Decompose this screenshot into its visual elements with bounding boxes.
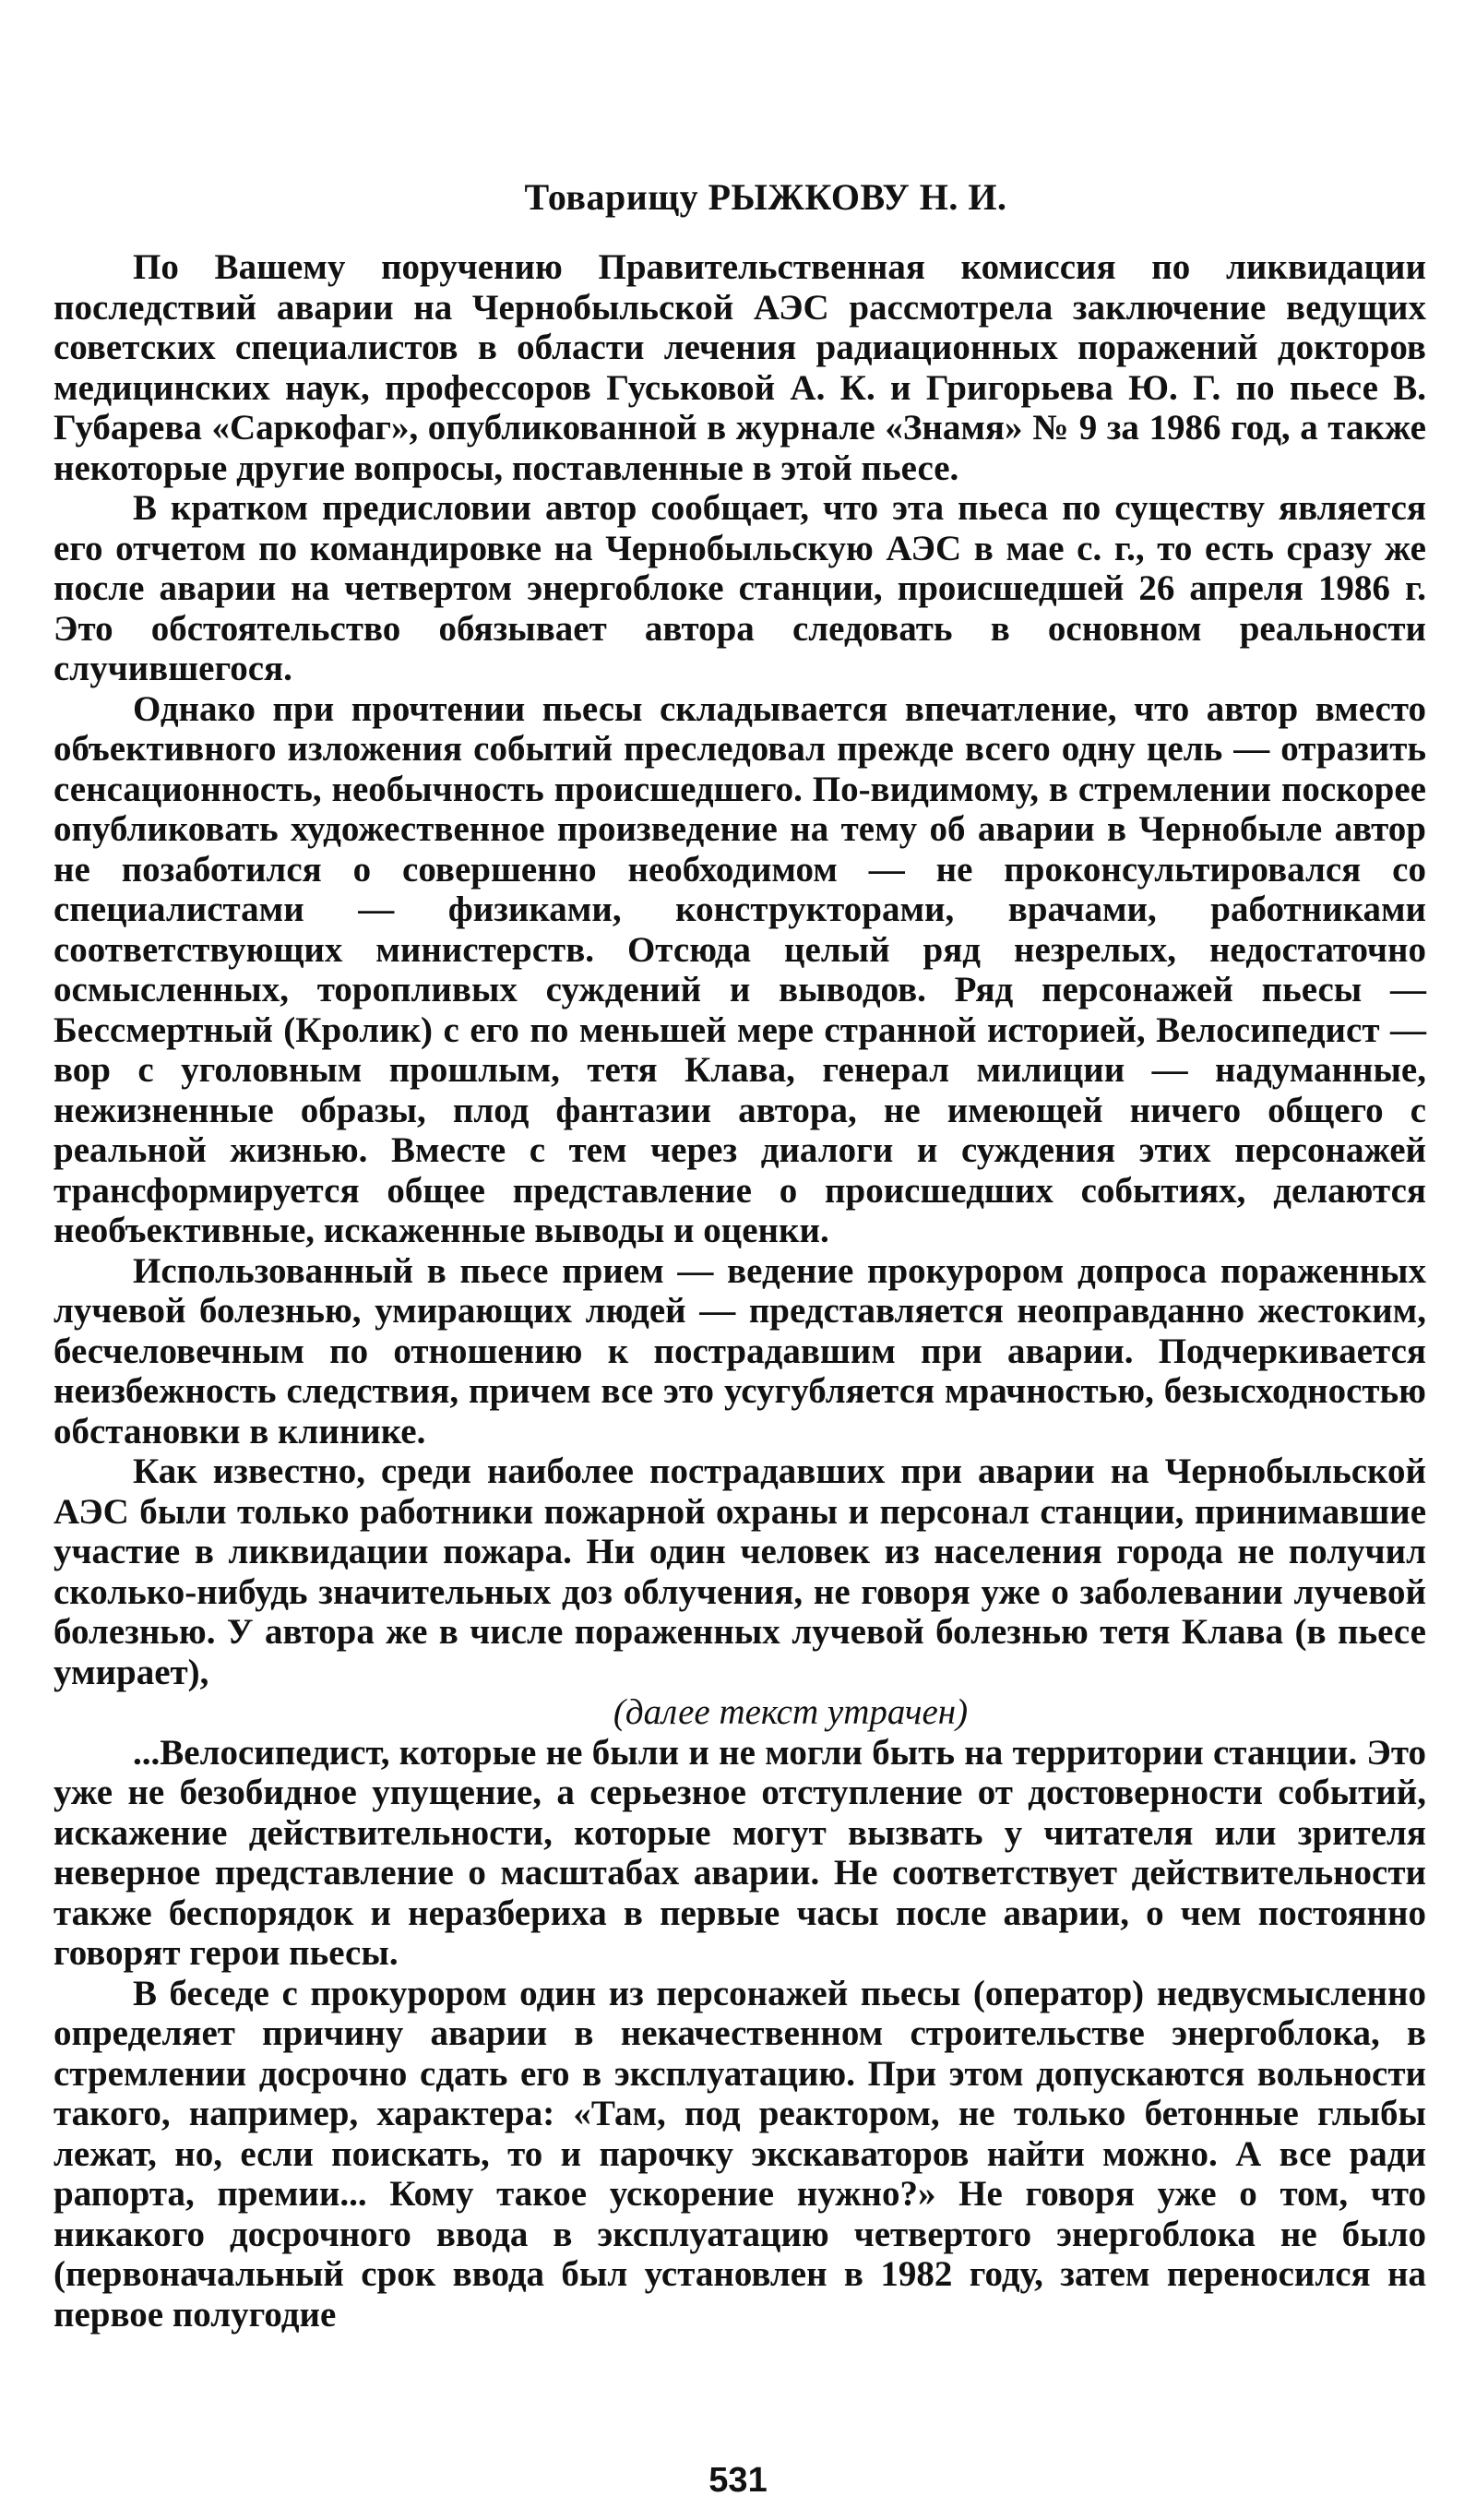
paragraph-1: По Вашему поручению Правительственная комиссия по ликвидации последствий аварии на Чернобыльской АЭС рассмотрела заключение ведущих советских специалистов в области лечения радиационных поражений докторов медицинских наук, профессоров Гуськовой А. К. и Григорьева Ю. Г. по пьесе В. Губарева «Саркофаг», опубликованной в журнале «Знамя» № 9 за 1986 год, а также некоторые другие вопросы, поставленные в этой пьесе. <box>54 247 1426 488</box>
heading-text: Товарищу РЫЖКОВУ Н. И. <box>524 176 1007 218</box>
page-title <box>0 175 1476 219</box>
paragraph-7: В беседе с прокурором один из персонажей пьесы (оператор) недвусмысленно определяет причину аварии в некачественном строительстве энергоблока, в стремлении досрочно сдать его в эксплуатацию. При этом допускаются вольности такого, например, характера: «Там, под реактором, не только бетонные глыбы лежат, но, если поискать, то и парочку экскаваторов найти можно. А все ради рапорта, премии... Кому такое ускорение нужно?» Не говоря уже о том, что никакого досрочного ввода в эксплуатацию четвертого энергоблока не было (первоначальный срок ввода был установлен в 1982 году, затем переносился на первое полугодие <box>54 1973 1426 2335</box>
paragraph-4: Использованный в пьесе прием — ведение прокурором допроса пораженных лучевой болезнью, умирающих людей — представляется неоправданно жестоким, бесчеловечным по отношению к пострадавшим при аварии. Подчеркивается неизбежность следствия, причем все это усугубляется мрачностью, безысходностью обстановки в клинике. <box>54 1250 1426 1451</box>
paragraph-5: Как известно, среди наиболее пострадавших при аварии на Чернобыльской АЭС были только работники пожарной охраны и персонал станции, принимавшие участие в ликвидации пожара. Ни один человек из населения города не получил сколько-нибудь значительных доз облучения, не говоря уже о заболевании лучевой болезнью. У автора же в числе пораженных лучевой болезнью тетя Клава (в пьесе умирает), <box>54 1451 1426 1692</box>
paragraph-2: В кратком предисловии автор сообщает, что эта пьеса по существу является его отчетом по командировке на Чернобыльскую АЭС в мае с. г., то есть сразу же после аварии на четвертом энергоблоке станции, происшедшей 26 апреля 1986 г. Это обстоятельство обязывает автора следовать в основном реальности случившегося. <box>54 488 1426 688</box>
paragraph-6: ...Велосипедист, которые не были и не могли быть на территории станции. Это уже не безобидное упущение, а серьезное отступление от достоверности событий, искажение действительности, которые могут вызвать у читателя или зрителя неверное представление о масштабах аварии. Не соответствует действительности также беспорядок и неразбериха в первые часы после аварии, о чем постоянно говорят герои пьесы. <box>54 1732 1426 1973</box>
document-body <box>54 247 1426 2335</box>
page-number: 531 <box>708 2461 768 2500</box>
text-lost-note: (далее текст утрачен) <box>613 1692 969 1732</box>
paragraph-3: Однако при прочтении пьесы складывается впечатление, что автор вместо объективного изложения событий преследовал прежде всего одну цель — отразить сенсационность, необычность происшедшего. По-видимому, в стремлении поскорее опубликовать художественное произведение на тему об аварии в Чернобыле автор не позаботился о совершенно необходимом — не проконсультировался со специалистами — физиками, конструкторами, врачами, работниками соответствующих министерств. Отсюда целый ряд незрелых, недостаточно осмысленных, торопливых суждений и выводов. Ряд персонажей пьесы — Бессмертный (Кролик) с его по меньшей мере странной историей, Велосипедист — вор с уголовным прошлым, тетя Клава, генерал милиции — надуманные, нежизненные образы, плод фантазии автора, не имеющей ничего общего с реальной жизнью. Вместе с тем через диалоги и суждения этих персонажей трансформируется общее представление о происшедших событиях, делаются необъективные, искаженные выводы и оценки. <box>54 688 1426 1250</box>
